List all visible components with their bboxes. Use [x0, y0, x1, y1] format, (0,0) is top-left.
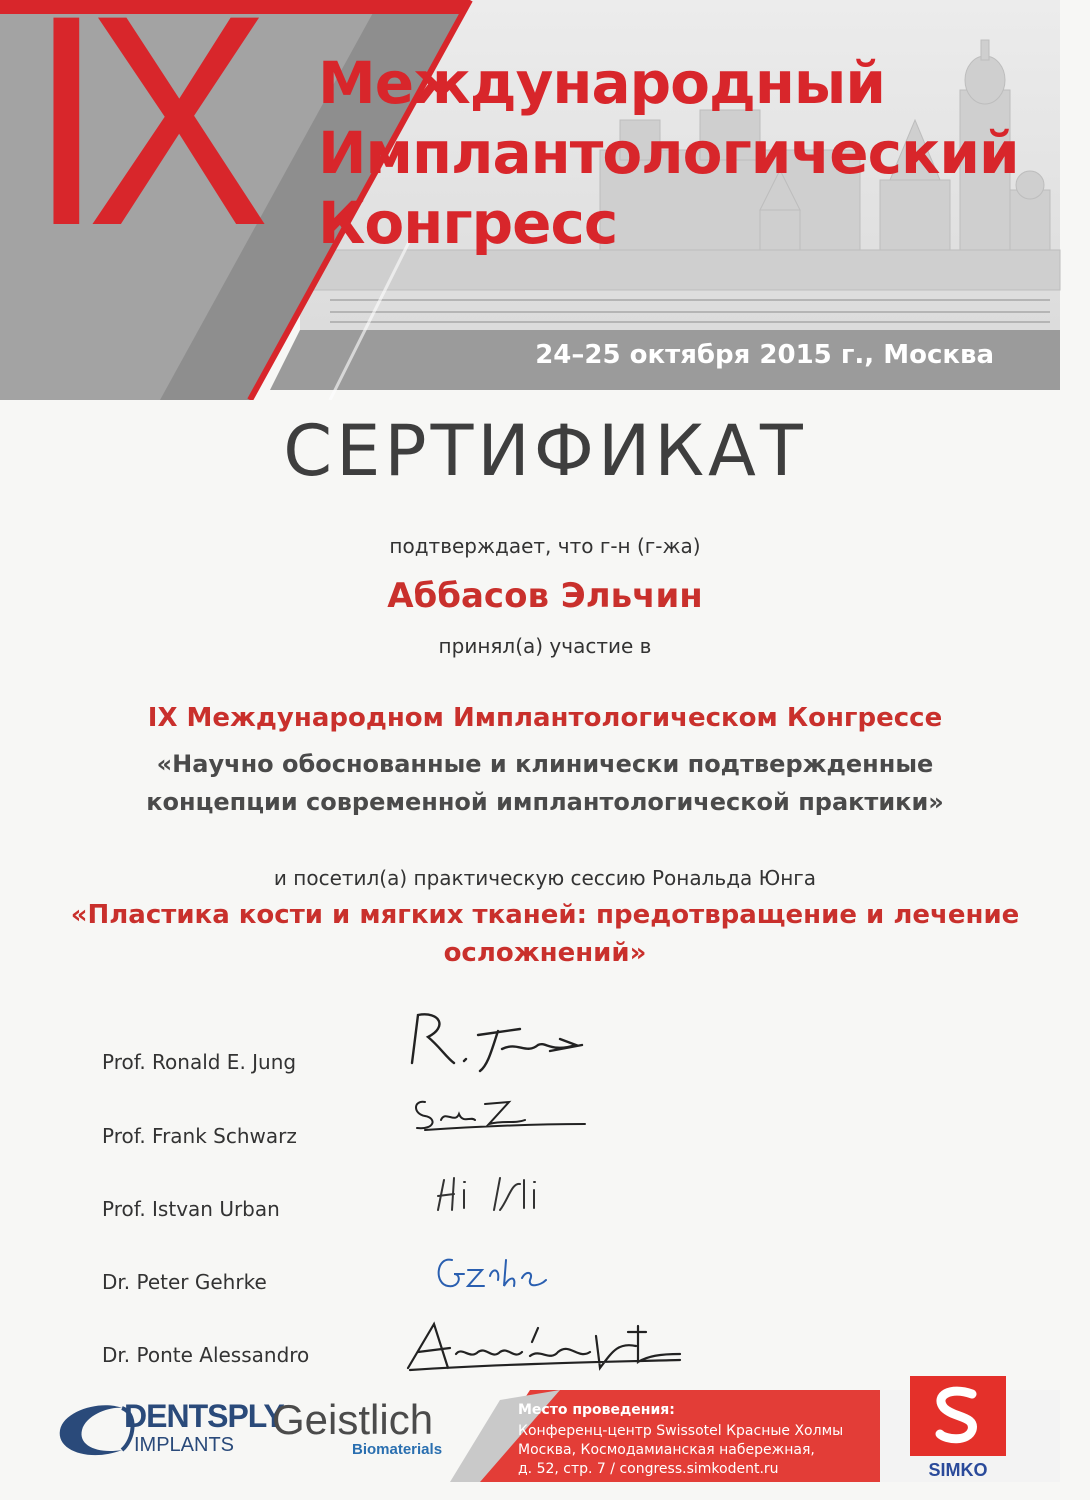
geistlich-biomaterials-text: Biomaterials — [352, 1441, 443, 1458]
confirms-text: подтверждает, что г-н (г-жа) — [389, 534, 701, 558]
venue-line-2: Москва, Космодамианская набережная, — [518, 1442, 815, 1458]
roman-numeral: IX — [28, 0, 252, 288]
signatory-name-schwarz: Prof. Frank Schwarz — [102, 1124, 297, 1148]
venue-heading: Место проведения: — [518, 1402, 675, 1418]
congress-dates: 24–25 октября 2015 г., Москва — [535, 340, 994, 370]
certificate-title: СЕРТИФИКАТ — [283, 410, 807, 492]
geistlich-logo-text: Geistlich — [272, 1396, 434, 1443]
dentsply-implants-text: IMPLANTS — [134, 1434, 235, 1456]
session-title-line-2: осложнений» — [443, 938, 647, 968]
congress-name: IX Международном Имплантологическом Конгрессе — [147, 703, 943, 733]
recipient-name: Аббасов Эльчин — [387, 576, 703, 616]
signatory-name-jung: Prof. Ronald E. Jung — [102, 1050, 297, 1074]
signature-alessandro — [400, 1312, 690, 1378]
congress-theme-line-2: концепции современной имплантологической практики» — [146, 788, 944, 816]
header-banner — [0, 0, 1090, 400]
venue-line-1: Конференц-центр Swissotel Красные Холмы — [518, 1423, 844, 1439]
signature-schwarz — [405, 1090, 595, 1140]
signatory-name-urban: Prof. Istvan Urban — [102, 1197, 280, 1221]
congress-title-line-3: Конгресс — [318, 189, 618, 257]
session-title-line-1: «Пластика кости и мягких тканей: предотвращение и лечение — [70, 900, 1020, 930]
congress-title-line-1: Международный — [318, 49, 885, 117]
participated-text: принял(а) участие в — [438, 634, 652, 658]
venue-info — [518, 1402, 878, 1479]
congress-title-line-2: Имплантологический — [318, 119, 1019, 187]
congress-theme-line-1: «Научно обоснованные и клинически подтвержденные — [156, 750, 934, 778]
signatory-name-gehrke: Dr. Peter Gehrke — [102, 1270, 267, 1294]
signature-gehrke — [430, 1246, 560, 1296]
signature-jung — [400, 1005, 600, 1075]
session-intro: и посетил(а) практическую сессию Рональда Юнга — [273, 866, 817, 890]
simko-logo-text: SIMKO — [928, 1460, 988, 1480]
signatory-name-alessandro: Dr. Ponte Alessandro — [102, 1343, 310, 1367]
signature-urban — [430, 1170, 570, 1220]
dentsply-logo-text: DENTSPLY — [124, 1398, 284, 1434]
venue-line-3: д. 52, стр. 7 / congress.simkodent.ru — [518, 1461, 779, 1477]
simko-logo-icon — [910, 1376, 1006, 1456]
